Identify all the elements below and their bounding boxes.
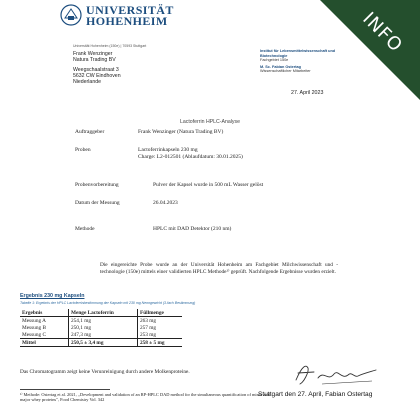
table-cell: 250,5 ± 3,4 mg bbox=[69, 339, 138, 347]
table-cell: 253 mg bbox=[138, 331, 183, 339]
university-logo bbox=[60, 4, 220, 28]
institute-name: Biotechnologie bbox=[260, 53, 288, 58]
recipient-name-block bbox=[73, 51, 116, 63]
recipient-line: Natura Trading BV bbox=[73, 57, 116, 63]
results-title: Ergebnis 230 mg Kapseln bbox=[20, 293, 85, 299]
logo-wordmark bbox=[86, 5, 174, 27]
table-mean-row bbox=[20, 339, 182, 347]
recipient-line: Frank Wenzinger bbox=[73, 51, 113, 57]
info-banner-label: INFO bbox=[358, 8, 407, 57]
signature-caption: Stuttgart den 27. April, Fabian Ostertag bbox=[258, 391, 373, 398]
institute-block bbox=[260, 49, 335, 74]
table-cell: 254,1 mg bbox=[69, 317, 138, 325]
logo-line-2: HOHENHEIM bbox=[86, 14, 168, 28]
table-cell: 257 mg bbox=[138, 324, 183, 331]
results-table bbox=[20, 309, 182, 347]
field-value-line: Charge: L2-012501 (Ablaufdatum: 30.01.2025) bbox=[138, 154, 243, 160]
column-header: Ergebnis bbox=[20, 309, 69, 317]
column-header: Menge Lactoferrin bbox=[69, 309, 138, 317]
recipient-line: Weegschaalstraat 3 bbox=[73, 67, 119, 73]
recipient-address-block bbox=[73, 67, 121, 85]
university-seal-icon bbox=[60, 4, 82, 26]
intro-paragraph: Die eingereichte Probe wurde an der Universität Hohenheim am Fachgebiet Milchwissenschaft und -technologie (150e) mittels einer validierten HPLC Methode¹⁾ geprüft. Nachfolgende Ergebnisse wurden erzielt. bbox=[100, 262, 338, 275]
handwritten-signature bbox=[292, 360, 382, 388]
chromatogram-note: Das Chromatogramm zeigt keine Verunreinigung durch andere Molkenproteine. bbox=[20, 369, 190, 375]
field-label: Proben bbox=[75, 147, 91, 153]
logo-line-1: UNIVERSITÄT bbox=[86, 3, 174, 17]
footnote-divider bbox=[20, 389, 110, 390]
sender-line: Universität Hohenheim (150e) | 70593 Stuttgart bbox=[73, 44, 147, 48]
document-title: Lactoferrin HPLC-Analyse bbox=[180, 119, 240, 125]
field-value: HPLC mit DAD Detektor (210 nm) bbox=[153, 226, 232, 232]
table-cell: 247,3 mg bbox=[69, 331, 138, 339]
table-cell: 258 ± 5 mg bbox=[138, 339, 183, 347]
field-value: Frank Wenzinger (Natura Trading BV) bbox=[138, 129, 224, 135]
table-row bbox=[20, 317, 182, 325]
table-cell: Messung A bbox=[22, 317, 46, 324]
field-value-line: Lactoferrinkapseln 230 mg bbox=[138, 147, 198, 153]
footnote: ¹⁾ Methode: Ostertag et al. 2021, „Development and validation of an RP-HPLC DAD method for the simultaneous quantification of minor and major whey proteins", Food Chemistry Vol. 342 bbox=[20, 392, 270, 403]
field-value: Pulver der Kapsel wurde in 500 mL Wasser gelöst bbox=[153, 182, 264, 188]
field-label: Datum der Messung bbox=[75, 200, 120, 206]
institute-name: Institut für Lebensmittelwissenschaft und bbox=[260, 49, 336, 53]
institute-dept: Fachgebiet 150e bbox=[260, 58, 289, 63]
table-row bbox=[20, 324, 182, 331]
field-value: 26.04.2023 bbox=[153, 200, 178, 206]
table-cell: 263 mg bbox=[138, 317, 183, 325]
table-cell: Mittel bbox=[20, 339, 69, 347]
table-cell: Messung C bbox=[22, 331, 46, 338]
column-header: Füllmenge bbox=[138, 309, 183, 317]
field-label: Probenvorbereitung bbox=[75, 182, 119, 188]
field-value bbox=[138, 147, 243, 161]
letter-date: 27. April 2023 bbox=[291, 90, 324, 96]
field-label: Auftraggeber bbox=[75, 129, 105, 135]
recipient-line: 5632 CW Eindhoven bbox=[73, 73, 121, 79]
table-cell: 250,1 mg bbox=[69, 324, 138, 331]
field-label: Methode bbox=[75, 226, 95, 232]
table-cell: Messung B bbox=[22, 324, 46, 331]
recipient-line: Niederlande bbox=[73, 79, 101, 85]
contact-role: Wissenschaftlicher Mitarbeiter bbox=[260, 69, 311, 74]
contact-name: M. Sc. Fabian Ostertag bbox=[260, 64, 301, 69]
table-row bbox=[20, 331, 182, 339]
table-header-row bbox=[20, 309, 182, 317]
table-caption: Tabelle 1: Ergebnis der HPLC Lactoferrinbestimmung der Kapseln mit 230 mg Nenngewicht (3-fach Bestimmung) bbox=[20, 301, 196, 305]
